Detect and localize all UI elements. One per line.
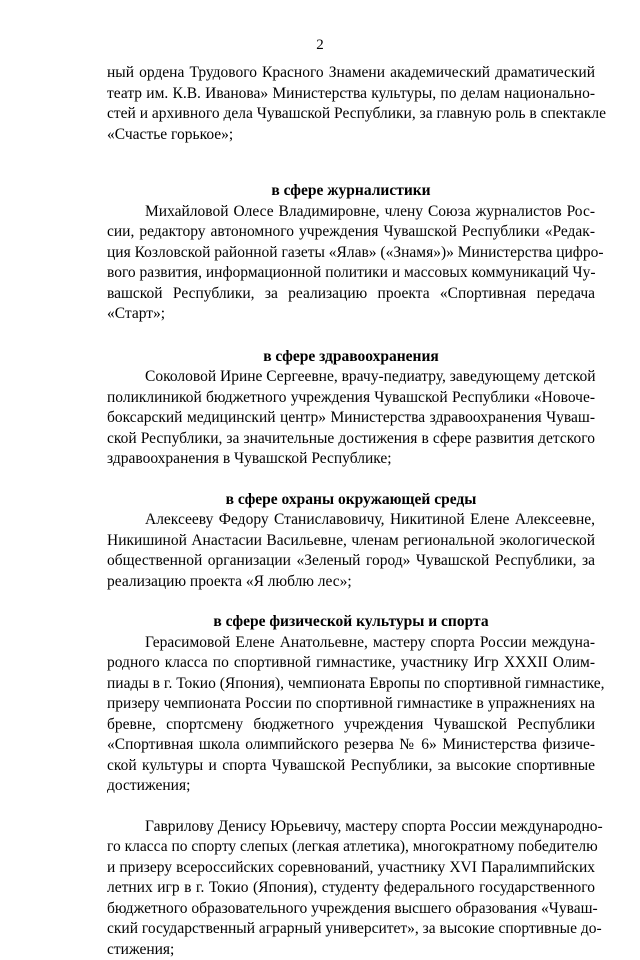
text-line: бревне, спортсмену бюджетного учреждения Чувашской Республики — [107, 715, 595, 736]
text-line: ция Козловской районной газеты «Ялав» («Знамя»)» Министерства цифро- — [107, 243, 595, 264]
section-heading-journalism: в сфере журналистики — [107, 181, 595, 202]
text-line: здравоохранения в Чувашской Республике; — [107, 449, 595, 470]
text-line: пиады в г. Токио (Япония), чемпионата Европы по спортивной гимнастике, — [107, 674, 595, 695]
award-paragraph — [107, 633, 595, 797]
text-line: стижения; — [107, 940, 595, 960]
text-line: ской культуры и спорта Чувашской Республики, за высокие спортивные — [107, 756, 595, 777]
intro-paragraph — [107, 63, 595, 145]
page-number: 2 — [0, 36, 640, 54]
text-line: призеру чемпионата России по спортивной гимнастике в упражнениях на — [107, 694, 595, 715]
section-heading-sports: в сфере физической культуры и спорта — [107, 612, 595, 633]
text-line: общественной организации «Зеленый город» Чувашской Республики, за — [107, 551, 595, 572]
text-line: Соколовой Ирине Сергеевне, врачу-педиатру, заведующему детской — [107, 367, 595, 388]
text-line: родного класса по спортивной гимнастике, участнику Игр XXXII Олим- — [107, 653, 595, 674]
text-line: театр им. К.В. Иванова» Министерства культуры, по делам национально- — [107, 84, 595, 105]
document-body — [107, 63, 595, 960]
text-line: летних игр в г. Токио (Япония), студенту федерального государственного — [107, 878, 595, 899]
award-paragraph — [107, 202, 595, 325]
text-line: вашской Республики, за реализацию проекта «Спортивная передача — [107, 284, 595, 305]
text-line: го класса по спорту слепых (легкая атлетика), многократному победителю — [107, 837, 595, 858]
section-heading-environment: в сфере охраны окружающей среды — [107, 490, 595, 511]
text-line: боксарский медицинский центр» Министерства здравоохранения Чуваш- — [107, 408, 595, 429]
section-heading-healthcare: в сфере здравоохранения — [107, 347, 595, 368]
text-line: сии, редактору автономного учреждения Чувашской Республики «Редак- — [107, 222, 595, 243]
text-line: реализацию проекта «Я люблю лес»; — [107, 572, 595, 593]
text-line: «Спортивная школа олимпийского резерва № 6» Министерства физиче- — [107, 735, 595, 756]
text-line: и призеру всероссийских соревнований, участнику XVI Паралимпийских — [107, 858, 595, 879]
text-line: «Старт»; — [107, 304, 595, 325]
award-paragraph — [107, 817, 595, 960]
text-line: вого развития, информационной политики и массовых коммуникаций Чу- — [107, 263, 595, 284]
text-line: поликлиникой бюджетного учреждения Чувашской Республики «Новоче- — [107, 388, 595, 409]
text-line: ский государственный аграрный университет», за высокие спортивные до- — [107, 919, 595, 940]
text-line: ный ордена Трудового Красного Знамени академический драматический — [107, 63, 595, 84]
text-line: Алексееву Федору Станиславовичу, Никитиной Елене Алексеевне, — [107, 510, 595, 531]
text-line: Никишиной Анастасии Васильевне, членам региональной экологической — [107, 531, 595, 552]
text-line: «Счастье горькое»; — [107, 125, 595, 146]
text-line: достижения; — [107, 776, 595, 797]
text-line: Михайловой Олесе Владимировне, члену Союза журналистов Рос- — [107, 202, 595, 223]
text-line: бюджетного образовательного учреждения высшего образования «Чуваш- — [107, 899, 595, 920]
text-line: Герасимовой Елене Анатольевне, мастеру спорта России междуна- — [107, 633, 595, 654]
award-paragraph — [107, 367, 595, 470]
award-paragraph — [107, 510, 595, 592]
text-line: Гаврилову Денису Юрьевичу, мастеру спорта России международно- — [107, 817, 595, 838]
text-line: ской Республики, за значительные достижения в сфере развития детского — [107, 429, 595, 450]
text-line: стей и архивного дела Чувашской Республики, за главную роль в спектакле — [107, 104, 595, 125]
